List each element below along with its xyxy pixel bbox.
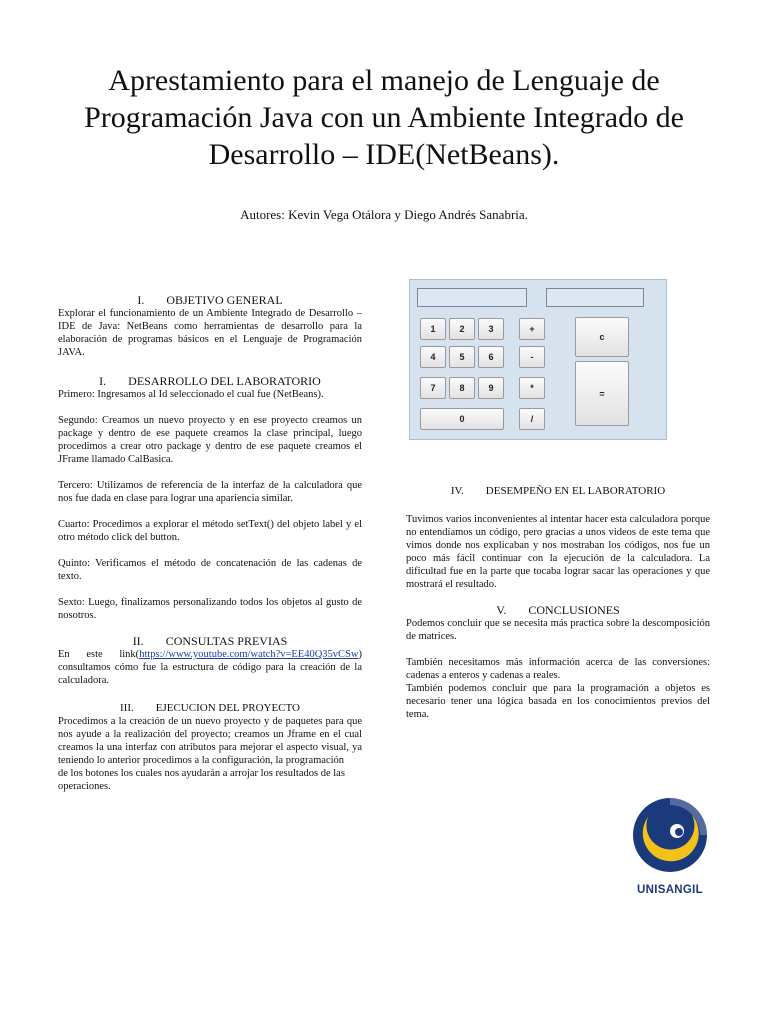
right-column	[406, 484, 710, 721]
calculator-input-field[interactable]	[417, 288, 527, 307]
calc-button-5[interactable]: 5	[449, 346, 475, 368]
section-title: CONCLUSIONES	[528, 603, 620, 617]
calc-button-clear[interactable]: c	[575, 317, 629, 357]
section-number: III.	[120, 702, 134, 714]
desarrollo-paragraph: Segundo: Creamos un nuevo proyecto y en ese proyecto creamos un package y dentro de ese paquete creamos la clase principal, luego procedimos a crear otro package y dentro de ese paquete creamos el JFrame llamado CalBasica.	[58, 415, 362, 465]
calc-button-1[interactable]: 1	[420, 318, 446, 340]
section-heading-consultas	[58, 634, 362, 648]
desarrollo-paragraph: Primero: Ingresamos al Id seleccionado el cual fue (NetBeans).	[58, 389, 324, 400]
desarrollo-paragraph: Sexto: Luego, finalizamos personalizando todos los objetos al gusto de nosotros.	[58, 597, 362, 621]
calc-button-plus[interactable]: +	[519, 318, 545, 340]
section-heading-desempeno	[406, 484, 710, 498]
calc-button-8[interactable]: 8	[449, 377, 475, 399]
calc-button-0[interactable]: 0	[420, 408, 504, 430]
calc-button-3[interactable]: 3	[478, 318, 504, 340]
left-column	[58, 293, 362, 793]
authors: Autores: Kevin Vega Otálora y Diego Andrés Sanabria.	[240, 207, 528, 222]
calc-button-7[interactable]: 7	[420, 377, 446, 399]
conclusiones-paragraph: También necesitamos más información acerca de las conversiones: cadenas a enteros y cadenas a reales.	[406, 657, 710, 681]
conclusiones-paragraph: Podemos concluir que se necesita más practica sobre la descomposición de matrices.	[406, 618, 710, 642]
desempeno-body: Tuvimos varios inconvenientes al intentar hacer esta calculadora porque no entendíamos un código, pero gracias a unos videos de este tema que vimos donde nos explicaban y nos mostraban los códigos, nos fue un poco más fácil continuar con la ejecución de la calculadora. La dificultad fue en la parte que tocaba lograr sacar las operaciones y que mostrará el resultado.	[406, 514, 710, 590]
section-number: V.	[496, 603, 507, 617]
calculator-result-field[interactable]	[546, 288, 644, 307]
section-number: I.	[99, 374, 107, 388]
section-heading-desarrollo	[58, 374, 362, 388]
logo-wordmark: UNISANGIL	[637, 884, 703, 896]
calc-button-divide[interactable]: /	[519, 408, 545, 430]
desarrollo-paragraph: Quinto: Verificamos el método de concatenación de las cadenas de texto.	[58, 558, 362, 582]
section-number: I.	[137, 293, 145, 307]
section-heading-objetivo	[58, 293, 362, 307]
calc-button-2[interactable]: 2	[449, 318, 475, 340]
section-number: II.	[132, 634, 144, 648]
calc-button-4[interactable]: 4	[420, 346, 446, 368]
calc-button-9[interactable]: 9	[478, 377, 504, 399]
youtube-link[interactable]: https://www.youtube.com/watch?v=EE40Q35vCSw	[139, 649, 359, 660]
section-title: CONSULTAS PREVIAS	[165, 634, 288, 648]
conclusiones-paragraph: También podemos concluir que para la programación a objetos es necesario tener una lógica basada en los conocimientos previos del tema.	[406, 683, 710, 720]
consultas-text-before: En este link(	[58, 649, 140, 660]
section-title: DESARROLLO DEL LABORATORIO	[128, 374, 321, 388]
calculator-figure	[409, 279, 667, 440]
section-title: DESEMPEÑO EN EL LABORATORIO	[485, 485, 666, 497]
consultas-body	[58, 648, 362, 687]
section-title: EJECUCION DEL PROYECTO	[155, 702, 300, 714]
objetivo-body: Explorar el funcionamiento de un Ambiente Integrado de Desarrollo – IDE de Java: NetBeans como herramientas de desarrollo para la elaboración de programas básicos en el Lenguaje de Programación JAVA.	[58, 308, 362, 358]
paper-title: Aprestamiento para el manejo de Lenguaje de Programación Java con un Ambiente Integrado de Desarrollo – IDE(NetBeans).	[84, 64, 684, 171]
calc-button-minus[interactable]: -	[519, 346, 545, 368]
desarrollo-paragraph: Tercero: Utilizamos de referencia de la interfaz de la calculadora que nos fue dada en clase para lograr una apariencia similar.	[58, 480, 362, 504]
calc-button-multiply[interactable]: *	[519, 377, 545, 399]
calc-button-equals[interactable]: =	[575, 361, 629, 426]
desarrollo-paragraph: Cuarto: Procedimos a explorar el método setText() del objeto label y el otro método click del button.	[58, 519, 362, 543]
section-title: OBJETIVO GENERAL	[166, 293, 283, 307]
section-heading-ejecucion	[58, 701, 362, 715]
ejecucion-body-continued: de los botones los cuales nos ayudarán a arrojar los resultados de las operaciones.	[58, 768, 345, 792]
calc-button-6[interactable]: 6	[478, 346, 504, 368]
ejecucion-body: Procedimos a la creación de un nuevo proyecto y de paquetes para que nos ayude a la realización del proyecto; creamos un Jframe en el cual creamos la una interfaz con atributos para mejorar el aspecto visual, ya teniendo lo anterior procedimos a la configuración, la programación	[58, 716, 362, 766]
section-number: IV.	[450, 485, 464, 497]
section-heading-conclusiones	[406, 603, 710, 617]
consultas-text-after: ) consultamos cómo fue la estructura de código para la creación de la calculadora.	[58, 649, 362, 686]
